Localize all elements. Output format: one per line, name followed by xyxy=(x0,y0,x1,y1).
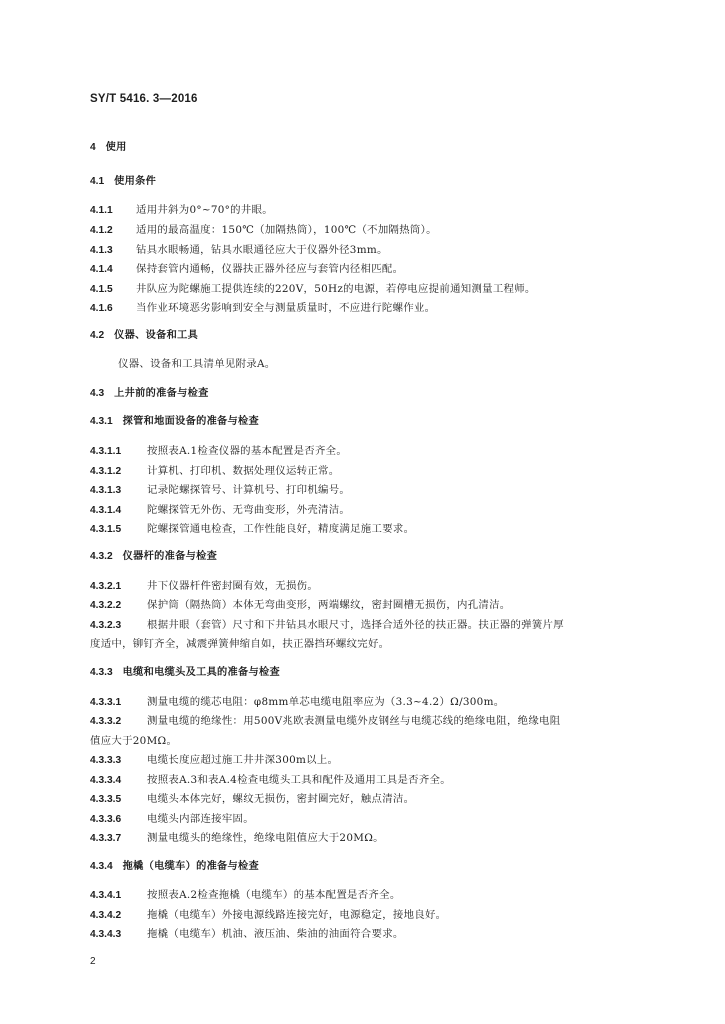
clause-number: 4.3.2.1 xyxy=(90,581,122,592)
clause-number: 4.1.1 xyxy=(90,205,113,216)
clause-number: 4.3.3.6 xyxy=(90,814,122,825)
clause-number: 4.3.1.5 xyxy=(90,524,122,535)
clause-text: 拖橇（电缆车）机油、液压油、柴油的油面符合要求。 xyxy=(147,928,404,940)
section-heading xyxy=(90,860,259,874)
clause-number: 4.2 xyxy=(90,330,105,341)
clause-number: 4.1.4 xyxy=(90,264,113,275)
clause-text: 按照表A.1检查仪器的基本配置是否齐全。 xyxy=(147,445,348,457)
clause-text: 钻具水眼畅通，钻具水眼通径应大于仪器外径3mm。 xyxy=(136,244,388,256)
clause-number: 4 xyxy=(90,142,96,153)
clause-text: 探管和地面设备的准备与检查 xyxy=(122,416,260,427)
clause-number: 4.1.5 xyxy=(90,284,113,295)
clause-item xyxy=(90,223,437,238)
clause-item xyxy=(90,792,414,807)
clause-item xyxy=(90,927,404,942)
clause-item xyxy=(90,753,338,768)
clause-text: 按照表A.3和表A.4检查电缆头工具和配件及通用工具是否齐全。 xyxy=(147,774,451,786)
clause-text: 按照表A.2检查拖橇（电缆车）的基本配置是否齐全。 xyxy=(147,889,401,901)
clause-number: 4.3.2.2 xyxy=(90,600,122,611)
clause-text: 测量电缆的绝缘性：用500V兆欧表测量电缆外皮钢丝与电缆芯线的绝缘电阻，绝缘电阻 xyxy=(147,715,561,727)
clause-number: 4.3.1.4 xyxy=(90,505,122,516)
clause-number: 4.3 xyxy=(90,388,105,399)
section-heading xyxy=(90,141,127,155)
page-number: 2 xyxy=(90,956,96,967)
clause-item xyxy=(90,301,435,316)
clause-item xyxy=(90,888,401,903)
clause-number: 4.1.2 xyxy=(90,225,113,236)
clause-text: 电缆头内部连接牢固。 xyxy=(147,813,254,825)
clause-number: 4.3.4.2 xyxy=(90,910,122,921)
clause-item xyxy=(90,908,446,923)
clause-item xyxy=(90,773,451,788)
clause-text: 电缆和电缆头及工具的准备与检查 xyxy=(122,667,280,678)
clause-number: 4.3.4 xyxy=(90,861,113,872)
clause-item xyxy=(90,464,339,479)
clause-text: 仪器、设备和工具 xyxy=(114,330,199,341)
clause-item xyxy=(90,203,273,218)
clause-item xyxy=(90,714,560,729)
clause-number: 4.3.4.3 xyxy=(90,929,122,940)
clause-text: 当作业环境恶劣影响到安全与测量质量时，不应进行陀螺作业。 xyxy=(136,302,436,314)
clause-text: 保护筒（隔热筒）本体无弯曲变形，两端螺纹，密封圈槽无损伤，内孔清洁。 xyxy=(147,599,511,611)
clause-number: 4.3.2.3 xyxy=(90,620,122,631)
section-heading xyxy=(90,175,156,189)
clause-text: 测量电缆头的绝缘性，绝缘电阻值应大于20MΩ。 xyxy=(147,832,384,844)
clause-text: 适用的最高温度：150℃（加隔热筒），100℃（不加隔热筒）。 xyxy=(136,224,437,236)
clause-item xyxy=(90,282,536,297)
clause-number: 4.3.2 xyxy=(90,551,113,562)
clause-number: 4.1.3 xyxy=(90,245,113,256)
clause-item xyxy=(90,598,510,613)
clause-text: 井队应为陀螺施工提供连续的220V，50Hz的电源，若停电应提前通知测量工程师。 xyxy=(136,283,536,295)
paragraph-line xyxy=(118,357,275,371)
section-heading xyxy=(90,415,259,429)
paragraph-line xyxy=(90,637,389,651)
clause-number: 4.3.3.5 xyxy=(90,794,122,805)
clause-number: 4.1.6 xyxy=(90,303,113,314)
clause-number: 4.3.3.1 xyxy=(90,697,122,708)
section-heading xyxy=(90,550,217,564)
clause-text: 值应大于20MΩ。 xyxy=(90,735,178,747)
clause-number: 4.3.3.3 xyxy=(90,755,122,766)
clause-text: 根据井眼（套管）尺寸和下井钻具水眼尺寸，选择合适外径的扶正器。扶正器的弹簧片厚 xyxy=(147,619,564,631)
clause-item xyxy=(90,483,350,498)
clause-item xyxy=(90,444,347,459)
clause-number: 4.3.1.1 xyxy=(90,446,122,457)
clause-number: 4.3.1 xyxy=(90,416,113,427)
standard-number-header: SY/T 5416. 3—2016 xyxy=(90,93,198,105)
clause-text: 使用条件 xyxy=(114,176,157,187)
clause-number: 4.3.3 xyxy=(90,667,113,678)
clause-text: 计算机、打印机、数据处理仪运转正常。 xyxy=(147,465,340,477)
clause-item xyxy=(90,618,564,633)
clause-text: 仪器杆的准备与检查 xyxy=(122,551,218,562)
clause-item xyxy=(90,503,350,518)
section-heading xyxy=(90,387,209,401)
clause-text: 仪器、设备和工具清单见附录A。 xyxy=(118,358,276,370)
clause-text: 保持套管内通畅，仪器扶正器外径应与套管内径相匹配。 xyxy=(136,263,404,275)
clause-number: 4.3.3.4 xyxy=(90,775,122,786)
clause-text: 适用井斜为0°~70°的井眼。 xyxy=(136,204,273,216)
clause-text: 陀螺探管通电检查，工作性能良好，精度满足施工要求。 xyxy=(147,523,415,535)
clause-number: 4.3.1.3 xyxy=(90,485,122,496)
clause-text: 电缆头本体完好，螺纹无损伤，密封圈完好，触点清洁。 xyxy=(147,793,415,805)
paragraph-line xyxy=(90,734,177,748)
clause-text: 测量电缆的缆芯电阻：φ8mm单芯电缆电阻率应为（3.3~4.2）Ω/300m。 xyxy=(147,696,505,708)
clause-number: 4.3.3.2 xyxy=(90,716,122,727)
clause-text: 电缆长度应超过施工井井深300m以上。 xyxy=(147,754,339,766)
clause-text: 拖橇（电缆车）外接电源线路连接完好，电源稳定，接地良好。 xyxy=(147,909,447,921)
clause-text: 拖橇（电缆车）的准备与检查 xyxy=(122,861,260,872)
clause-item xyxy=(90,812,254,827)
clause-number: 4.3.3.7 xyxy=(90,833,122,844)
clause-number: 4.3.4.1 xyxy=(90,890,122,901)
clause-item xyxy=(90,831,384,846)
clause-item xyxy=(90,695,504,710)
section-heading xyxy=(90,666,280,680)
clause-number: 4.1 xyxy=(90,176,105,187)
clause-item xyxy=(90,579,318,594)
clause-text: 度适中，铆钉齐全，减震弹簧伸缩自如，扶正器挡环螺纹完好。 xyxy=(90,638,390,650)
clause-text: 记录陀螺探管号、计算机号、打印机编号。 xyxy=(147,484,351,496)
clause-text: 使用 xyxy=(105,142,127,153)
clause-text: 上井前的准备与检查 xyxy=(114,388,209,399)
section-heading xyxy=(90,329,198,343)
clause-number: 4.3.1.2 xyxy=(90,466,122,477)
clause-text: 井下仪器杆件密封圈有效，无损伤。 xyxy=(147,580,319,592)
clause-item xyxy=(90,262,403,277)
clause-item xyxy=(90,243,388,258)
clause-item xyxy=(90,522,414,537)
clause-text: 陀螺探管无外伤、无弯曲变形，外壳清洁。 xyxy=(147,504,351,516)
